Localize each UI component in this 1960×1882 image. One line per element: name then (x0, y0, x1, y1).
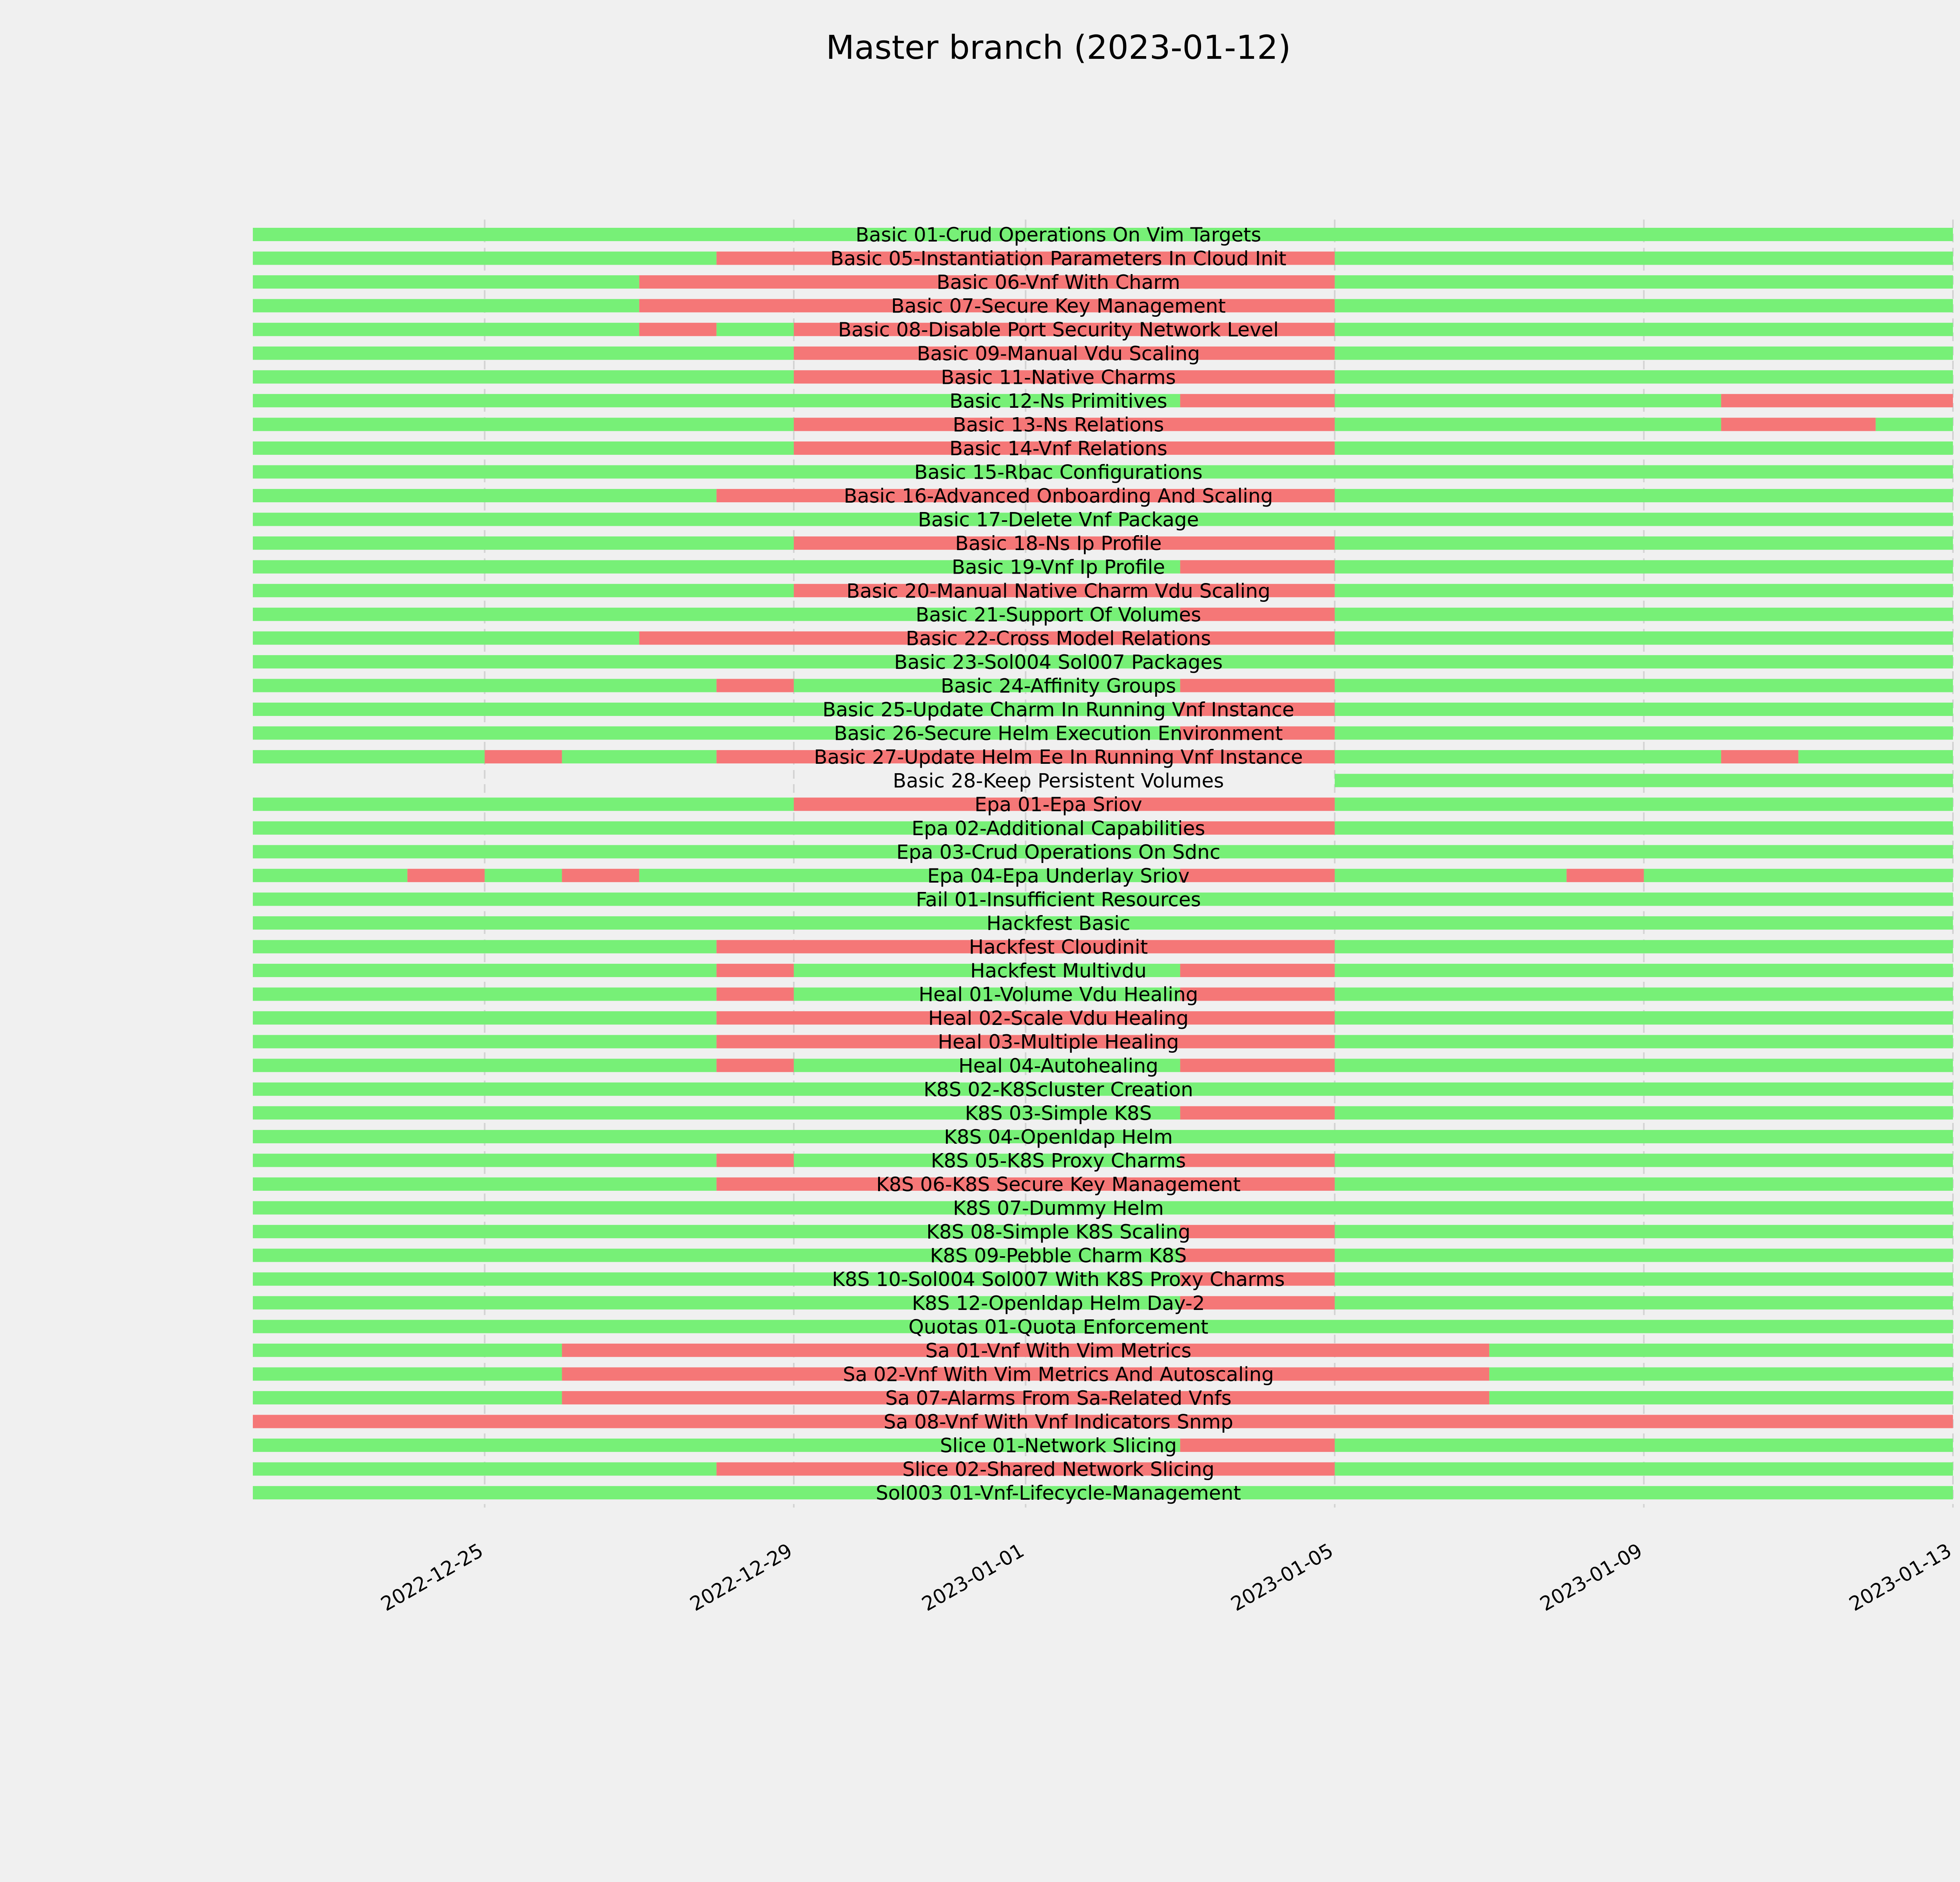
pass-bar-segment (1335, 347, 1953, 360)
fail-bar-segment (1180, 394, 1335, 407)
test-label: Epa 01-Epa Sriov (975, 793, 1142, 816)
test-label: Hackfest Cloudinit (969, 936, 1148, 959)
test-label: Basic 27-Update Helm Ee In Running Vnf Instance (814, 746, 1303, 769)
test-label: Slice 01-Network Slicing (940, 1434, 1177, 1457)
test-label: Quotas 01-Quota Enforcement (908, 1315, 1209, 1339)
fail-bar-segment (485, 750, 562, 763)
pass-bar-segment (1489, 1344, 1953, 1357)
test-label: K8S 06-K8S Secure Key Management (876, 1173, 1241, 1196)
test-label: Basic 14-Vnf Relations (949, 437, 1168, 460)
test-label: Sol003 01-Vnf-Lifecycle-Management (876, 1482, 1241, 1505)
fail-bar-segment (407, 869, 485, 882)
test-label: Basic 22-Cross Model Relations (906, 627, 1211, 650)
test-label: Basic 07-Secure Key Management (891, 294, 1226, 318)
pass-bar-segment (253, 679, 717, 692)
test-label: K8S 03-Simple K8S (965, 1102, 1152, 1125)
pass-bar-segment (253, 441, 794, 455)
pass-bar-segment (1489, 1391, 1953, 1404)
pass-bar-segment (1335, 1154, 1953, 1167)
pass-bar-segment (253, 750, 485, 763)
pass-bar-segment (1644, 869, 1953, 882)
pass-bar-segment (253, 370, 794, 383)
pass-bar-segment (1335, 1439, 1953, 1452)
test-label: Heal 01-Volume Vdu Healing (918, 983, 1198, 1006)
pass-bar-segment (1335, 869, 1566, 882)
test-label: Sa 08-Vnf With Vnf Indicators Snmp (884, 1410, 1233, 1433)
test-label: Basic 16-Advanced Onboarding And Scaling (844, 485, 1273, 508)
pass-bar-segment (253, 988, 717, 1001)
pass-bar-segment (1335, 774, 1953, 787)
pass-bar-segment (253, 299, 639, 312)
fail-bar-segment (1180, 1439, 1335, 1452)
pass-bar-segment (253, 418, 794, 431)
test-label: Basic 01-Crud Operations On Vim Targets (855, 223, 1261, 246)
pass-bar-segment (717, 323, 794, 336)
test-label: Basic 05-Instantiation Parameters In Cloud Init (830, 247, 1287, 270)
test-label: K8S 04-Openldap Helm (944, 1125, 1173, 1148)
pass-bar-segment (253, 489, 717, 502)
fail-bar-segment (1180, 869, 1335, 882)
pass-bar-segment (1335, 940, 1953, 954)
fail-bar-segment (1180, 560, 1335, 574)
pass-bar-segment (1335, 679, 1953, 692)
pass-bar-segment (1335, 631, 1953, 645)
pass-bar-segment (1335, 441, 1953, 455)
pass-bar-segment (1489, 1367, 1953, 1381)
pass-bar-segment (1335, 299, 1953, 312)
pass-bar-segment (1335, 988, 1953, 1001)
pass-bar-segment (1335, 418, 1721, 431)
test-label: K8S 09-Pebble Charm K8S (930, 1244, 1187, 1267)
test-label: Basic 23-Sol004 Sol007 Packages (894, 650, 1223, 674)
pass-bar-segment (253, 1462, 717, 1476)
pass-bar-segment (1335, 1059, 1953, 1072)
pass-bar-segment (253, 1011, 717, 1025)
pass-bar-segment (253, 275, 639, 289)
pass-bar-segment (1335, 275, 1953, 289)
test-label: Slice 02-Shared Network Slicing (902, 1458, 1215, 1481)
test-label: K8S 02-K8Scluster Creation (924, 1078, 1193, 1101)
test-label: Basic 19-Vnf Ip Profile (951, 556, 1165, 579)
fail-bar-segment (717, 964, 794, 977)
pass-bar-segment (1335, 489, 1953, 502)
fail-bar-segment (1721, 750, 1798, 763)
test-label: Hackfest Multivdu (970, 959, 1147, 983)
fail-bar-segment (639, 323, 717, 336)
x-tick-label: 2022-12-29 (686, 1539, 796, 1616)
pass-bar-segment (1335, 750, 1721, 763)
test-label: Basic 08-Disable Port Security Network Level (838, 318, 1279, 342)
pass-bar-segment (1335, 1296, 1953, 1310)
fail-bar-segment (717, 988, 794, 1001)
pass-bar-segment (1335, 608, 1953, 621)
test-label: K8S 08-Simple K8S Scaling (926, 1221, 1191, 1244)
test-label: Basic 25-Update Charm In Running Vnf Instance (822, 698, 1294, 721)
pass-bar-segment (1335, 560, 1953, 574)
pass-bar-segment (1335, 584, 1953, 597)
test-label: Basic 28-Keep Persistent Volumes (893, 769, 1224, 792)
pass-bar-segment (1335, 727, 1953, 740)
test-label: Basic 13-Ns Relations (953, 413, 1164, 436)
test-label: Basic 17-Delete Vnf Package (918, 508, 1199, 531)
test-label: Basic 15-Rbac Configurations (914, 461, 1203, 484)
fail-bar-segment (717, 679, 794, 692)
fail-bar-segment (1180, 1106, 1335, 1119)
pass-bar-segment (253, 1154, 717, 1167)
pass-bar-segment (253, 1035, 717, 1048)
pass-bar-segment (253, 347, 794, 360)
fail-bar-segment (1180, 608, 1335, 621)
pass-bar-segment (1335, 703, 1953, 716)
fail-bar-segment (1180, 1225, 1335, 1238)
x-tick-label: 2022-12-25 (377, 1539, 487, 1616)
test-label: K8S 10-Sol004 Sol007 With K8S Proxy Charms (832, 1268, 1285, 1291)
test-label: Basic 26-Secure Helm Execution Environment (834, 722, 1283, 745)
test-label: Basic 06-Vnf With Charm (936, 271, 1180, 294)
pass-bar-segment (1335, 1177, 1953, 1191)
fail-bar-segment (1721, 418, 1876, 431)
fail-bar-segment (717, 1059, 794, 1072)
test-label: Heal 03-Multiple Healing (938, 1030, 1179, 1054)
pass-bar-segment (253, 964, 717, 977)
pass-bar-segment (1876, 418, 1953, 431)
pass-bar-segment (1335, 797, 1953, 811)
fail-bar-segment (562, 869, 639, 882)
pass-bar-segment (253, 1391, 562, 1404)
test-label: K8S 05-K8S Proxy Charms (931, 1149, 1186, 1172)
pass-bar-segment (1335, 252, 1953, 265)
pass-bar-segment (1335, 1011, 1953, 1025)
fail-bar-segment (1566, 869, 1644, 882)
x-tick-label: 2023-01-13 (1845, 1539, 1955, 1616)
pass-bar-segment (485, 869, 562, 882)
test-label: Hackfest Basic (986, 912, 1131, 935)
pass-bar-segment (562, 750, 717, 763)
pass-bar-segment (1335, 370, 1953, 383)
test-label: Basic 20-Manual Native Charm Vdu Scaling (846, 579, 1270, 603)
pass-bar-segment (1798, 750, 1953, 763)
pass-bar-segment (253, 323, 639, 336)
test-label: K8S 12-Openldap Helm Day-2 (912, 1292, 1205, 1315)
fail-bar-segment (1721, 394, 1953, 407)
test-label: Heal 02-Scale Vdu Healing (928, 1007, 1189, 1030)
pass-bar-segment (253, 869, 407, 882)
test-label: Basic 09-Manual Vdu Scaling (916, 342, 1200, 365)
test-label: Basic 18-Ns Ip Profile (955, 532, 1162, 555)
fail-bar-segment (1180, 1154, 1335, 1167)
test-label: Fail 01-Insufficient Resources (916, 888, 1201, 911)
pass-bar-segment (253, 940, 717, 954)
pass-bar-segment (1335, 1272, 1953, 1286)
chart-title: Master branch (2023-01-12) (826, 28, 1291, 67)
pass-bar-segment (1335, 394, 1721, 407)
pass-bar-segment (1335, 1225, 1953, 1238)
test-label: Basic 12-Ns Primitives (949, 389, 1167, 412)
test-label: Epa 03-Crud Operations On Sdnc (896, 841, 1221, 864)
fail-bar-segment (1180, 1249, 1335, 1262)
x-tick-label: 2023-01-09 (1536, 1539, 1646, 1616)
test-label: Sa 01-Vnf With Vim Metrics (925, 1339, 1192, 1362)
fail-bar-segment (1180, 679, 1335, 692)
pass-bar-segment (253, 1344, 562, 1357)
pass-bar-segment (253, 584, 794, 597)
pass-bar-segment (1335, 536, 1953, 550)
pass-bar-segment (1335, 1035, 1953, 1048)
pass-bar-segment (1335, 323, 1953, 336)
pass-bar-segment (253, 1059, 717, 1072)
test-label: Epa 02-Additional Capabilities (911, 817, 1205, 840)
pass-bar-segment (1335, 1249, 1953, 1262)
fail-bar-segment (1180, 1059, 1335, 1072)
fail-bar-segment (1180, 964, 1335, 977)
test-label: K8S 07-Dummy Helm (953, 1197, 1164, 1220)
test-label: Sa 07-Alarms From Sa-Related Vnfs (885, 1386, 1232, 1410)
test-label: Sa 02-Vnf With Vim Metrics And Autoscaling (843, 1363, 1274, 1386)
pass-bar-segment (1335, 964, 1953, 977)
test-label: Basic 21-Support Of Volumes (915, 603, 1201, 626)
pass-bar-segment (1335, 1106, 1953, 1119)
pass-bar-segment (253, 1177, 717, 1191)
pass-bar-segment (253, 631, 639, 645)
pass-bar-segment (253, 252, 717, 265)
test-label: Epa 04-Epa Underlay Sriov (927, 864, 1190, 887)
pass-bar-segment (1335, 1462, 1953, 1476)
fail-bar-segment (1180, 988, 1335, 1001)
pass-bar-segment (253, 1367, 562, 1381)
fail-bar-segment (717, 1154, 794, 1167)
pass-bar-segment (1335, 821, 1953, 835)
pass-bar-segment (253, 797, 794, 811)
test-label: Basic 24-Affinity Groups (940, 674, 1176, 698)
x-tick-label: 2023-01-05 (1227, 1539, 1337, 1616)
test-label: Heal 04-Autohealing (958, 1054, 1158, 1077)
x-tick-label: 2023-01-01 (918, 1539, 1028, 1616)
pass-bar-segment (253, 536, 794, 550)
test-label: Basic 11-Native Charms (941, 366, 1176, 389)
